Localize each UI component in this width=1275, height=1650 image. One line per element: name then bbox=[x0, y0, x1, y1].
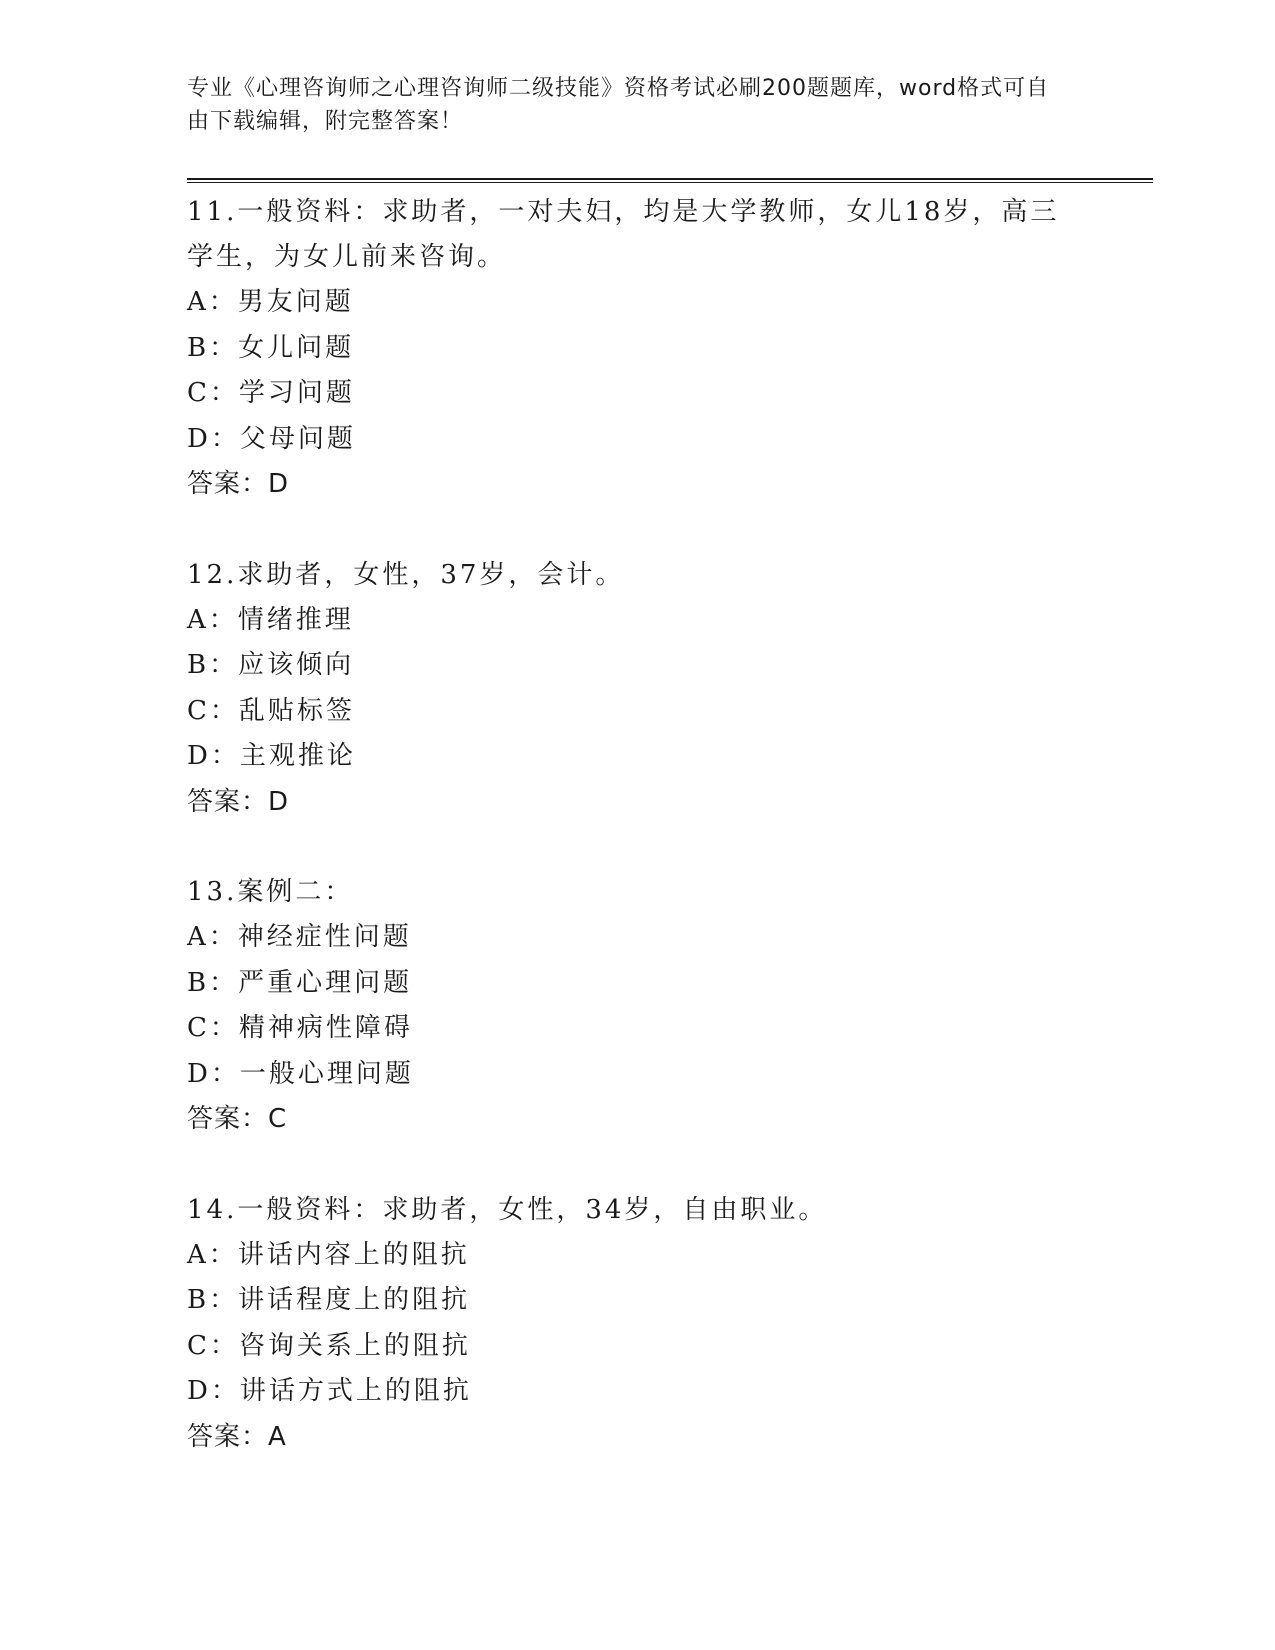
question-14 bbox=[187, 1188, 1087, 1461]
question-spacer bbox=[187, 508, 1087, 553]
option-b: B：讲话程度上的阻抗 bbox=[187, 1285, 471, 1315]
question-spacer bbox=[187, 1143, 1087, 1188]
question-spacer bbox=[187, 825, 1087, 870]
option-a: A：情绪推理 bbox=[187, 604, 354, 635]
option-a: A：讲话内容上的阻抗 bbox=[187, 1239, 470, 1270]
header-divider bbox=[187, 178, 1153, 183]
question-13 bbox=[187, 870, 1087, 1143]
option-d: D：讲话方式上的阻抗 bbox=[187, 1376, 472, 1406]
question-list bbox=[187, 190, 1087, 1460]
option-b: B：应该倾向 bbox=[187, 650, 355, 680]
option-a: A：神经症性问题 bbox=[187, 922, 412, 952]
option-b: B：女儿问题 bbox=[187, 332, 355, 363]
question-stem: 13.案例二： bbox=[187, 877, 354, 907]
option-c: C：精神病性障碍 bbox=[187, 1013, 413, 1043]
header-text: 专业《心理咨询师之心理咨询师二级技能》资格考试必刷200题题库，word格式可自由下载编辑，附完整答案！ bbox=[187, 76, 1050, 134]
question-stem: 12.求助者，女性，37岁，会计。 bbox=[187, 559, 625, 590]
option-d: D：主观推论 bbox=[187, 741, 356, 771]
document-header bbox=[187, 72, 1067, 138]
option-a: A：男友问题 bbox=[187, 287, 354, 317]
option-c: C：咨询关系上的阻抗 bbox=[187, 1330, 471, 1361]
answer-line: 答案：D bbox=[187, 786, 290, 817]
question-stem: 11.一般资料：求助者，一对夫妇，均是大学教师，女儿18岁，高三学生，为女儿前来咨询。 bbox=[187, 197, 1060, 272]
question-stem: 14.一般资料：求助者，女性，34岁，自由职业。 bbox=[187, 1194, 828, 1225]
option-b: B：严重心理问题 bbox=[187, 967, 413, 998]
option-d: D：父母问题 bbox=[187, 423, 356, 454]
answer-line: 答案：A bbox=[187, 1421, 287, 1452]
question-11 bbox=[187, 190, 1087, 508]
option-d: D：一般心理问题 bbox=[187, 1058, 414, 1089]
answer-line: 答案：C bbox=[187, 1104, 288, 1134]
option-c: C：乱贴标签 bbox=[187, 695, 355, 726]
option-c: C：学习问题 bbox=[187, 378, 355, 408]
answer-line: 答案：D bbox=[187, 469, 290, 499]
question-12 bbox=[187, 553, 1087, 826]
